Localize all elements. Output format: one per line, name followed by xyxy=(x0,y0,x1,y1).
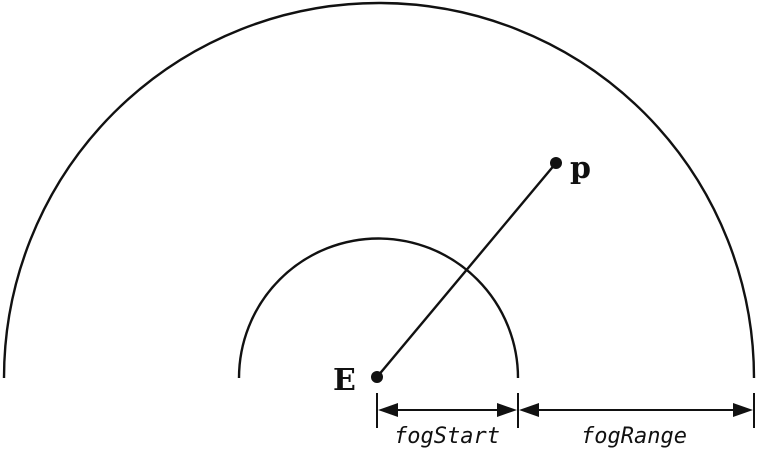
fog-range-label: fogRange xyxy=(581,424,687,449)
fog-range-arrow-right xyxy=(733,403,753,417)
fog-range-dimension xyxy=(519,403,753,417)
eye-label: E xyxy=(333,363,356,398)
eye-point xyxy=(371,371,383,383)
fog-start-dimension xyxy=(378,403,517,417)
point-p xyxy=(550,157,562,169)
fog-range-arrow-left xyxy=(519,403,539,417)
fog-start-label: fogStart xyxy=(394,424,500,449)
eye-to-point-line xyxy=(377,163,556,377)
fog-start-arrow-right xyxy=(497,403,517,417)
fog-end-arc xyxy=(4,3,754,378)
fog-start-arrow-left xyxy=(378,403,398,417)
point-label: p xyxy=(570,151,591,186)
